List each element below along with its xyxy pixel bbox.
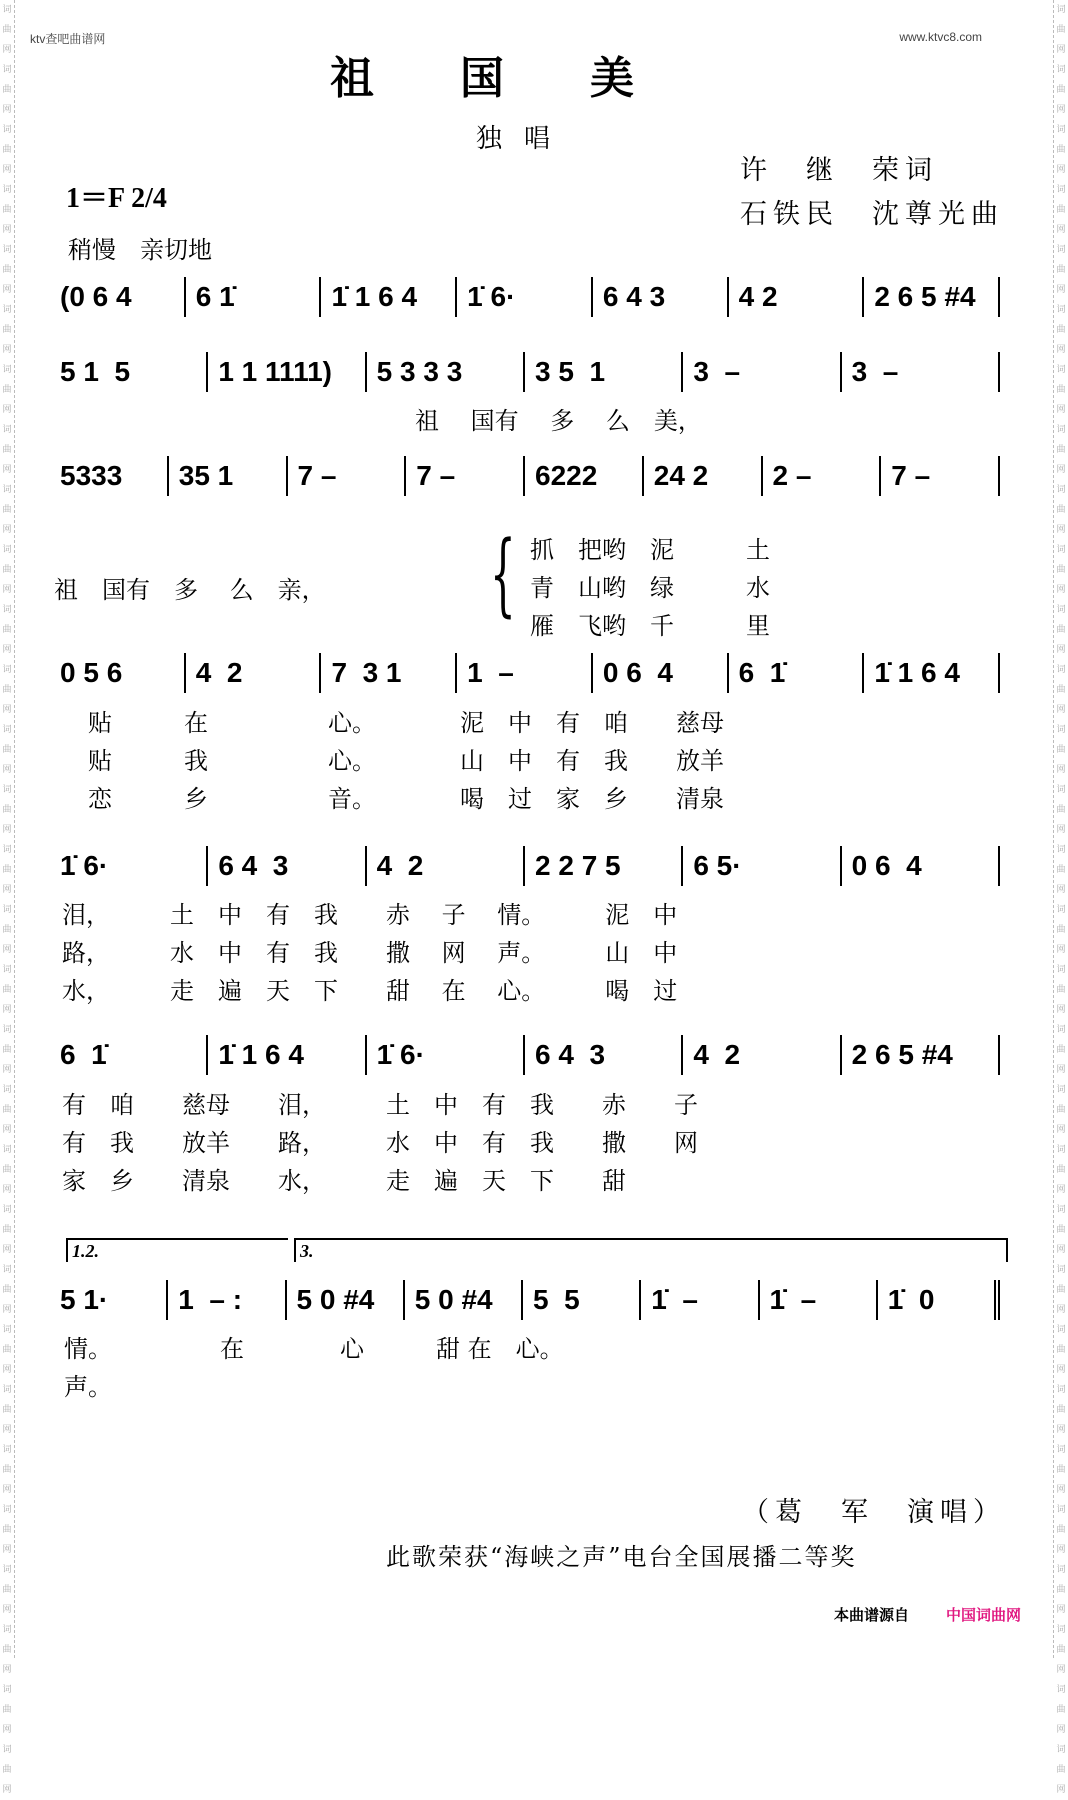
lyric-verse: 恋 乡 音。 喝 过 家 乡 清泉 [88,785,724,813]
measure: 5 1· [50,1280,168,1320]
lyric-verse: 路， 水 中 有 我 撒 网 声。 山 中 [62,939,678,967]
measure: 1̇ 6· [457,277,593,317]
song-title: 祖国美 [330,53,720,104]
notation-line [50,653,1000,693]
measure: 2 – [763,456,882,496]
measure: (0 6 4 [50,277,186,317]
measure: 2 6 5 #4 [864,277,1000,317]
volta-third: 3. [294,1238,1008,1262]
lyric-verse: 有 咱 慈母 泪， 土 中 有 我 赤 子 [62,1091,698,1119]
watermark-left: ktv查吧曲谱网 [30,32,106,46]
measure: 6 5· [683,846,841,886]
lyric-verse: 抓 把哟 泥 土 [530,536,770,564]
key-signature: 1＝F 2/4 [66,183,167,214]
composer: 石铁民 沈尊光曲 [740,199,1004,230]
measure: 4 2 [683,1035,841,1075]
subtitle: 独唱 [476,124,573,154]
measure: 4 2 [367,846,525,886]
measure: 0 5 6 [50,653,186,693]
measure: 1̇ 6· [367,1035,525,1075]
measure: 1̇ – [760,1280,878,1320]
performer: （葛 军 演唱） [742,1497,1006,1528]
award-note: 此歌荣获“海峡之声”电台全国展播二等奖 [386,1543,857,1571]
measure: 3 – [842,352,1000,392]
measure: 24 2 [644,456,763,496]
brace: { [490,522,516,627]
measure: 3 – [683,352,841,392]
measure: 7 3 1 [321,653,457,693]
lyric-line: 祖 国有 多 么 亲， [54,576,326,604]
lyric-verse: 有 我 放羊 路， 水 中 有 我 撒 网 [62,1129,698,1157]
watermark-right: www.ktvc8.com [899,30,982,44]
measure: 5 3 3 3 [367,352,525,392]
measure: 5 5 [523,1280,641,1320]
source-link[interactable]: 中国词曲网 [946,1606,1022,1624]
lyric-verse: 情。 在 心 甜 在 心。 [64,1335,564,1363]
measure: 4 2 [729,277,865,317]
measure: 2 2 7 5 [525,846,683,886]
notation-line [50,456,1000,496]
notation-line [50,1035,1000,1075]
notation-line [50,352,1000,392]
lyricist: 许 继 荣词 [740,155,938,186]
measure: 1̇ 0 [878,1280,1000,1320]
measure: 1 – : [168,1280,286,1320]
measure: 1̇ 1 6 4 [321,277,457,317]
measure: 6 1̇ [729,653,865,693]
measure: 6 1̇ [50,1035,208,1075]
measure: 7 – [881,456,1000,496]
source-label: 本曲谱源自 [834,1606,910,1624]
tempo-marking: 稍慢 亲切地 [68,236,212,264]
measure: 6222 [525,456,644,496]
measure: 35 1 [169,456,288,496]
notation-line [50,277,1000,317]
measure: 0 6 4 [842,846,1000,886]
measure: 5 1 5 [50,352,208,392]
measure: 5 0 #4 [287,1280,405,1320]
measure: 6 4 3 [593,277,729,317]
lyric-verse: 青 山哟 绿 水 [530,574,770,602]
measure: 4 2 [186,653,322,693]
measure: 0 6 4 [593,653,729,693]
measure: 1 – [457,653,593,693]
measure: 1̇ 1 6 4 [208,1035,366,1075]
lyric-verse: 家 乡 清泉 水， 走 遍 天 下 甜 [62,1167,626,1195]
notation-line [50,1280,1000,1320]
side-watermark-right: 词曲网词曲网词曲网词曲网词曲网词曲网词曲网词曲网词曲网词曲网词曲网词曲网词曲网词曲网词曲网词曲网词曲网词曲网词曲网词曲网词曲网词曲网词曲网词曲网词曲网词曲网词曲网词曲网词曲网词曲网 [1053,0,1068,1658]
measure: 7 – [288,456,407,496]
measure: 5 0 #4 [405,1280,523,1320]
lyric-verse: 雁 飞哟 千 里 [530,612,770,640]
notation-line [50,846,1000,886]
lyric-verse: 泪， 土 中 有 我 赤 子 情。 泥 中 [62,901,678,929]
measure: 2 6 5 #4 [842,1035,1000,1075]
measure: 5333 [50,456,169,496]
measure: 6 4 3 [525,1035,683,1075]
measure: 6 4 3 [208,846,366,886]
lyric-verse: 贴 我 心。 山 中 有 我 放羊 [88,747,724,775]
measure: 1̇ 6· [50,846,208,886]
lyric-verse: 贴 在 心。 泥 中 有 咱 慈母 [88,709,724,737]
measure: 3 5 1 [525,352,683,392]
measure: 1̇ 1 6 4 [864,653,1000,693]
lyric-verse: 声。 [64,1373,112,1401]
side-watermark-left: 词曲网词曲网词曲网词曲网词曲网词曲网词曲网词曲网词曲网词曲网词曲网词曲网词曲网词曲网词曲网词曲网词曲网词曲网词曲网词曲网词曲网词曲网词曲网词曲网词曲网词曲网词曲网词曲网词曲网词曲网 [0,0,15,1658]
measure: 7 – [406,456,525,496]
lyric-line: 祖 国有 多 么 美， [415,407,702,435]
measure: 1̇ – [641,1280,759,1320]
measure: 1 1 1111) [208,352,366,392]
lyric-verse: 水， 走 遍 天 下 甜 在 心。 喝 过 [62,977,678,1005]
volta-first: 1.2. [66,1238,288,1262]
measure: 6 1̇ [186,277,322,317]
